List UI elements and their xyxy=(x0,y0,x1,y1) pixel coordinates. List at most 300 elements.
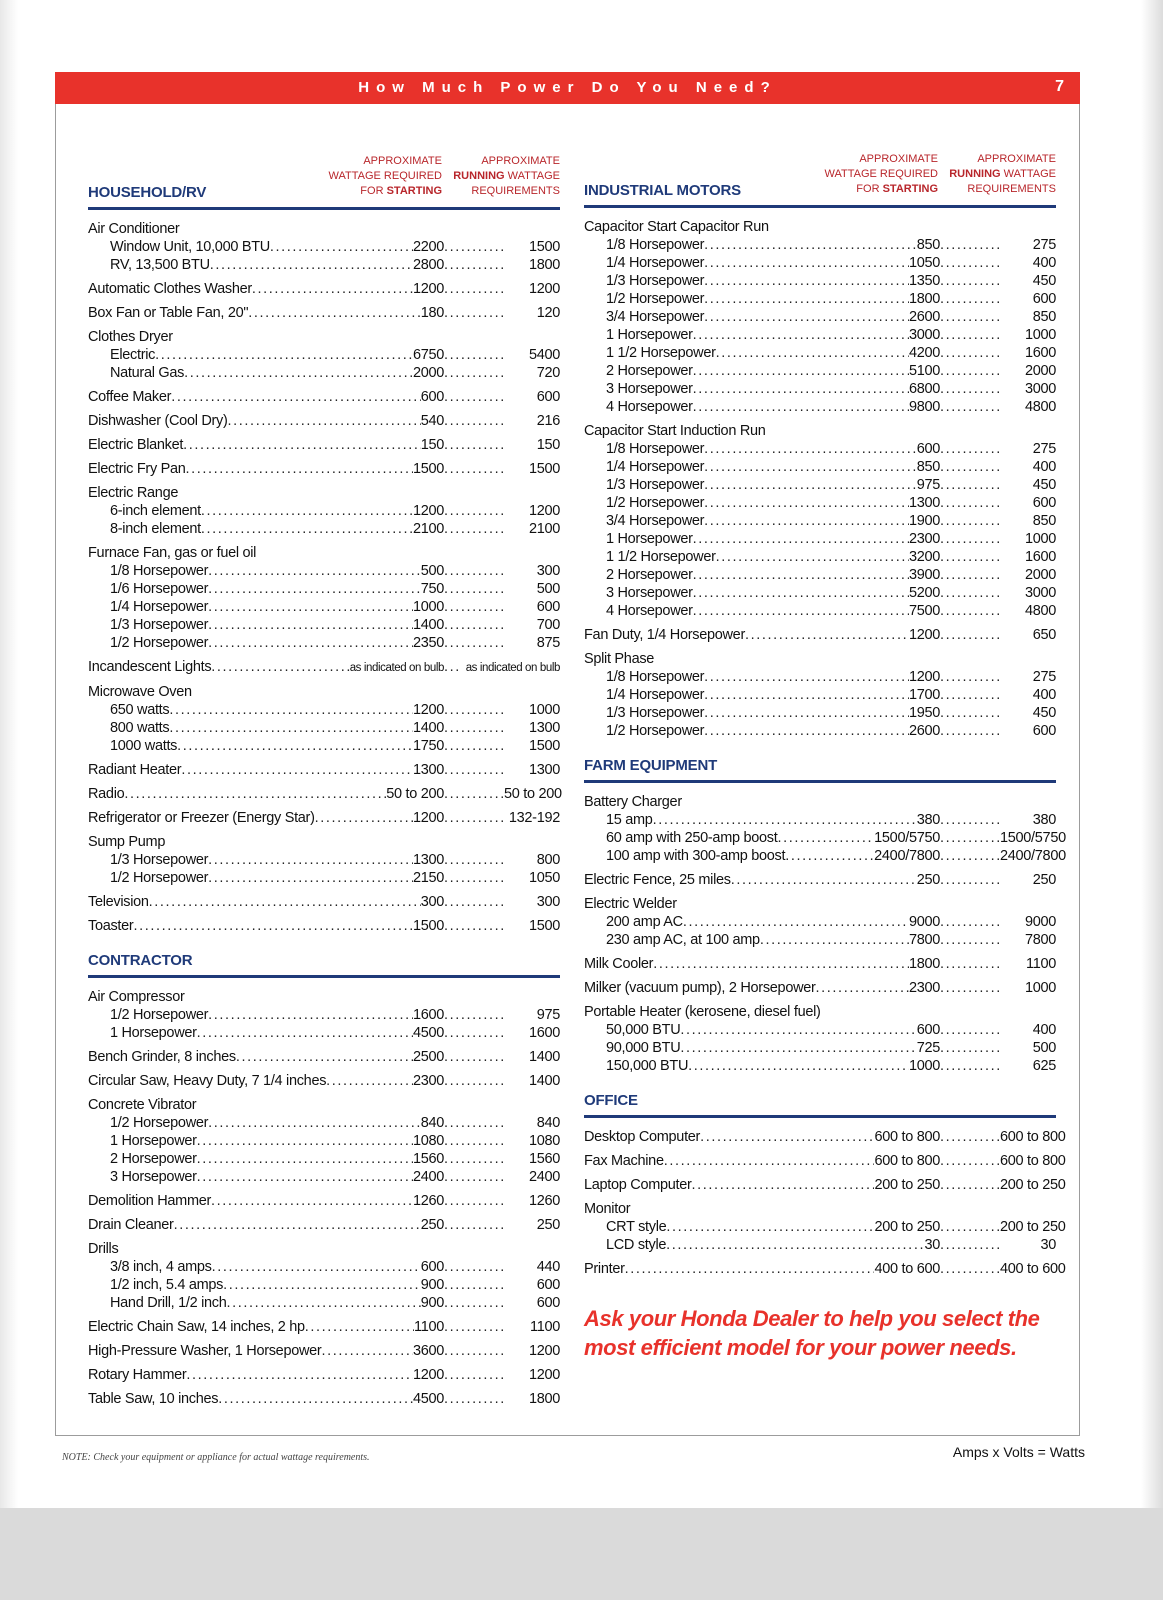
starting-watts: 1200 xyxy=(908,627,940,643)
dot-leader xyxy=(940,979,1000,997)
wattage-row xyxy=(88,580,560,598)
equipment-name: Milk Cooler xyxy=(584,956,654,972)
dot-leader xyxy=(444,785,504,803)
equipment-name: 50,000 BTU xyxy=(606,1022,681,1038)
running-watts: 250 xyxy=(536,1217,560,1233)
running-watts: 600 xyxy=(1032,291,1056,307)
dot-leader xyxy=(693,566,909,584)
starting-watts: 540 xyxy=(420,413,444,429)
equipment-name: Milker (vacuum pump), 2 Horsepower xyxy=(584,980,816,996)
starting-watts: 150 xyxy=(420,437,444,453)
starting-watts: 3200 xyxy=(908,549,940,565)
running-watts: 50 to 200 xyxy=(504,786,562,802)
running-watts: 1300 xyxy=(528,762,560,778)
equipment-item xyxy=(88,917,560,935)
starting-watts: 2350 xyxy=(412,635,444,651)
running-watts: 450 xyxy=(1032,273,1056,289)
running-watts: 4800 xyxy=(1024,603,1056,619)
dot-leader xyxy=(444,1048,504,1066)
equipment-item xyxy=(88,988,560,1042)
equipment-name: Rotary Hammer xyxy=(88,1367,187,1383)
equipment-name: 1/3 Horsepower xyxy=(110,617,209,633)
running-watts: 1000 xyxy=(1024,327,1056,343)
starting-watts: 2600 xyxy=(908,309,940,325)
equipment-name: Electric Fry Pan xyxy=(88,461,186,477)
starting-watts: as indicated on bulb xyxy=(349,662,444,674)
dot-leader xyxy=(704,476,917,494)
running-watts: 800 xyxy=(536,852,560,868)
starting-watts: 1500/5750 xyxy=(874,830,940,846)
running-watts: 1260 xyxy=(528,1193,560,1209)
dot-leader xyxy=(124,785,386,803)
equipment-name: 15 amp xyxy=(606,812,653,828)
dot-leader xyxy=(208,1114,421,1132)
equipment-group-label: Drills xyxy=(88,1241,119,1257)
equipment-name: Coffee Maker xyxy=(88,389,172,405)
starting-watts: 2100 xyxy=(412,521,444,537)
dot-leader xyxy=(785,847,874,865)
running-header-word: REQUIREMENTS xyxy=(471,185,560,197)
equipment-group-label: Capacitor Start Induction Run xyxy=(584,423,766,439)
dot-leader xyxy=(704,494,909,512)
wattage-row xyxy=(88,701,560,719)
equipment-group-label: Air Compressor xyxy=(88,989,185,1005)
section-contractor xyxy=(88,941,560,1408)
dot-leader xyxy=(197,1024,413,1042)
equipment-name: 1/2 Horsepower xyxy=(606,291,705,307)
dot-leader xyxy=(444,1276,504,1294)
dot-leader xyxy=(444,1132,504,1150)
equipment-item xyxy=(88,1318,560,1336)
wattage-row xyxy=(88,809,560,827)
dot-leader xyxy=(186,460,413,478)
starting-watts: 500 xyxy=(420,563,444,579)
starting-watts: 600 xyxy=(420,1259,444,1275)
equipment-name: Radio xyxy=(88,786,125,802)
scanner-bed xyxy=(0,1508,1163,1600)
wattage-row xyxy=(584,254,1056,272)
wattage-row xyxy=(584,548,1056,566)
dot-leader xyxy=(704,440,917,458)
dot-leader xyxy=(940,847,1000,865)
equipment-name: 1/3 Horsepower xyxy=(606,477,705,493)
equipment-name: 3 Horsepower xyxy=(110,1169,197,1185)
equipment-name: Hand Drill, 1/2 inch xyxy=(110,1295,227,1311)
dot-leader xyxy=(940,1152,1000,1170)
starting-watts: 1400 xyxy=(412,617,444,633)
equipment-name: 1/2 inch, 5.4 amps xyxy=(110,1277,224,1293)
wattage-row xyxy=(88,658,560,677)
running-watts: 1100 xyxy=(1026,956,1056,972)
dot-leader xyxy=(444,893,504,911)
equipment-group-label: Split Phase xyxy=(584,651,655,667)
equipment-item xyxy=(88,280,560,298)
equipment-name: 200 amp AC xyxy=(606,914,683,930)
dot-leader xyxy=(693,326,909,344)
dot-leader xyxy=(208,869,413,887)
equipment-item xyxy=(584,1003,1056,1075)
wattage-row xyxy=(88,598,560,616)
starting-watts: 2300 xyxy=(412,1073,444,1089)
dot-leader xyxy=(305,1318,414,1336)
dot-leader xyxy=(155,346,413,364)
equipment-item xyxy=(88,484,560,538)
running-header-emphasis: RUNNING xyxy=(949,168,1001,180)
wattage-row xyxy=(584,458,1056,476)
dot-leader xyxy=(940,1176,1000,1194)
running-wattage-header xyxy=(442,154,560,199)
dot-leader xyxy=(704,722,909,740)
dot-leader xyxy=(940,398,1000,416)
equipment-name: Fax Machine xyxy=(584,1153,664,1169)
starting-watts: 2500 xyxy=(412,1049,444,1065)
wattage-row xyxy=(584,686,1056,704)
wattage-row xyxy=(88,761,560,779)
dot-leader xyxy=(444,809,504,827)
dot-leader xyxy=(444,719,504,737)
equipment-name: High-Pressure Washer, 1 Horsepower xyxy=(88,1343,322,1359)
dot-leader xyxy=(444,634,504,652)
dot-leader xyxy=(693,380,909,398)
dot-leader xyxy=(444,1294,504,1312)
running-watts: 600 to 800 xyxy=(1000,1153,1066,1169)
running-watts: 600 to 800 xyxy=(1000,1129,1066,1145)
running-watts: 600 xyxy=(536,599,560,615)
dot-leader xyxy=(181,761,413,779)
dealer-callout: Ask your Honda Dealer to help you select the most efficient model for your power needs. xyxy=(584,1306,1040,1360)
dot-leader xyxy=(197,1132,413,1150)
starting-watts: 900 xyxy=(420,1277,444,1293)
running-watts: 1800 xyxy=(528,1391,560,1407)
dot-leader xyxy=(940,626,1000,644)
dot-leader xyxy=(940,440,1000,458)
starting-watts: 1000 xyxy=(908,1058,940,1074)
dot-leader xyxy=(444,616,504,634)
running-watts: 625 xyxy=(1032,1058,1056,1074)
running-watts: 1600 xyxy=(528,1025,560,1041)
running-watts: 1080 xyxy=(528,1133,560,1149)
equipment-item xyxy=(88,220,560,274)
dot-leader xyxy=(248,304,421,322)
dot-leader xyxy=(940,290,1000,308)
running-watts: 600 xyxy=(536,1277,560,1293)
starting-watts: 1000 xyxy=(412,599,444,615)
starting-header-word: FOR xyxy=(856,183,880,195)
dot-leader xyxy=(197,1150,413,1168)
dot-leader xyxy=(940,686,1000,704)
equipment-item xyxy=(88,544,560,652)
dot-leader xyxy=(940,476,1000,494)
footer-note: NOTE: Check your equipment or appliance for actual wattage requirements. xyxy=(62,1452,370,1463)
wattage-row xyxy=(88,436,560,454)
dot-leader xyxy=(444,1024,504,1042)
dot-leader xyxy=(666,1236,924,1254)
running-wattage-header xyxy=(938,152,1056,197)
wattage-row xyxy=(88,1276,560,1294)
running-watts: 1000 xyxy=(1024,980,1056,996)
dot-leader xyxy=(625,1260,875,1278)
equipment-name: LCD style xyxy=(606,1237,667,1253)
equipment-name: Printer xyxy=(584,1261,625,1277)
wattage-row xyxy=(88,719,560,737)
wattage-row xyxy=(88,562,560,580)
equipment-name: Electric xyxy=(110,347,156,363)
starting-watts: 2800 xyxy=(412,257,444,273)
dot-leader xyxy=(177,737,413,755)
equipment-item xyxy=(88,304,560,322)
running-watts: 720 xyxy=(536,365,560,381)
running-watts: 1500/5750 xyxy=(1000,830,1066,846)
starting-watts: 4500 xyxy=(412,1391,444,1407)
starting-watts: 975 xyxy=(916,477,940,493)
wattage-row xyxy=(88,1072,560,1090)
equipment-item xyxy=(584,979,1056,997)
wattage-row xyxy=(584,955,1056,973)
equipment-name: Laptop Computer xyxy=(584,1177,692,1193)
equipment-name: 1/6 Horsepower xyxy=(110,581,209,597)
dot-leader xyxy=(444,460,504,478)
running-header-word: REQUIREMENTS xyxy=(967,183,1056,195)
starting-watts: 1800 xyxy=(908,956,940,972)
wattage-row xyxy=(584,668,1056,686)
running-watts: 400 xyxy=(1032,1022,1056,1038)
starting-header-line xyxy=(324,184,442,199)
wattage-row xyxy=(88,238,560,256)
equipment-name: Circular Saw, Heavy Duty, 7 1/4 inches xyxy=(88,1073,327,1089)
equipment-item xyxy=(88,328,560,382)
starting-watts: 600 to 800 xyxy=(874,1153,940,1169)
equipment-name: Automatic Clothes Washer xyxy=(88,281,252,297)
starting-watts: 2000 xyxy=(412,365,444,381)
dot-leader xyxy=(444,520,504,538)
dot-leader xyxy=(704,254,909,272)
dot-leader xyxy=(664,1152,875,1170)
dot-leader xyxy=(444,280,504,298)
running-watts: 380 xyxy=(1032,812,1056,828)
running-header-line xyxy=(938,182,1056,197)
equipment-name: 1/4 Horsepower xyxy=(110,599,209,615)
running-header-emphasis: RUNNING xyxy=(453,170,505,182)
running-watts: 2100 xyxy=(528,521,560,537)
running-watts: 600 xyxy=(1032,495,1056,511)
wattage-row xyxy=(584,871,1056,889)
dot-leader xyxy=(315,809,413,827)
dot-leader xyxy=(940,272,1000,290)
running-watts: 600 xyxy=(1032,723,1056,739)
left-column xyxy=(88,151,560,1414)
dot-leader xyxy=(444,1168,504,1186)
running-watts: 600 xyxy=(536,1295,560,1311)
running-watts: 400 xyxy=(1032,459,1056,475)
dot-leader xyxy=(211,658,349,676)
dot-leader xyxy=(731,871,917,889)
wattage-row xyxy=(584,722,1056,740)
dot-leader xyxy=(171,388,421,406)
starting-watts: 1600 xyxy=(412,1007,444,1023)
dot-leader xyxy=(680,1039,916,1057)
running-watts: 1400 xyxy=(528,1049,560,1065)
page-shadow-left xyxy=(0,0,18,1508)
running-watts: 300 xyxy=(536,563,560,579)
wattage-row xyxy=(584,1176,1066,1194)
equipment-name: 1/3 Horsepower xyxy=(606,705,705,721)
running-watts: 30 xyxy=(1040,1237,1056,1253)
starting-header-emphasis: STARTING xyxy=(882,183,938,195)
equipment-group-label: Clothes Dryer xyxy=(88,329,173,345)
dot-leader xyxy=(444,304,504,322)
starting-watts: 600 xyxy=(420,389,444,405)
equipment-name: Electric Chain Saw, 14 inches, 2 hp xyxy=(88,1319,305,1335)
dot-leader xyxy=(444,1072,504,1090)
wattage-row xyxy=(88,1048,560,1066)
dot-leader xyxy=(444,1216,504,1234)
equipment-name: Incandescent Lights xyxy=(88,659,212,675)
equipment-item xyxy=(88,683,560,755)
section-header xyxy=(584,149,1056,208)
dot-leader xyxy=(186,1366,413,1384)
starting-watts: 900 xyxy=(420,1295,444,1311)
wattage-row xyxy=(584,811,1056,829)
dot-leader xyxy=(444,256,504,274)
section-household xyxy=(88,151,560,935)
dot-leader xyxy=(444,869,504,887)
dot-leader xyxy=(210,256,413,274)
starting-watts: 1260 xyxy=(412,1193,444,1209)
dot-leader xyxy=(940,494,1000,512)
equipment-group-label: Air Conditioner xyxy=(88,221,180,237)
starting-watts: 5100 xyxy=(908,363,940,379)
section-title: FARM EQUIPMENT xyxy=(584,757,718,774)
section-title: CONTRACTOR xyxy=(88,952,193,969)
wattage-row xyxy=(584,913,1056,931)
dot-leader xyxy=(940,1039,1000,1057)
dot-leader xyxy=(816,979,909,997)
dot-leader xyxy=(444,1258,504,1276)
starting-watts: 3600 xyxy=(412,1343,444,1359)
dot-leader xyxy=(174,1216,421,1234)
equipment-name: Natural Gas xyxy=(110,365,185,381)
equipment-name: Toaster xyxy=(88,918,134,934)
equipment-name: Fan Duty, 1/4 Horsepower xyxy=(584,627,745,643)
dot-leader xyxy=(444,1366,504,1384)
dot-leader xyxy=(940,236,1000,254)
dot-leader xyxy=(940,548,1000,566)
wattage-row xyxy=(584,602,1056,620)
running-watts: 400 xyxy=(1032,255,1056,271)
wattage-row xyxy=(584,476,1056,494)
equipment-group-label: Concrete Vibrator xyxy=(88,1097,197,1113)
equipment-item xyxy=(584,871,1056,889)
starting-watts: 2400/7800 xyxy=(874,848,940,864)
equipment-group-label: Furnace Fan, gas or fuel oil xyxy=(88,545,257,561)
section-industrial xyxy=(584,149,1056,740)
dot-leader xyxy=(940,1218,1000,1236)
dot-leader xyxy=(252,280,413,298)
starting-watts: 1750 xyxy=(412,738,444,754)
starting-header-line xyxy=(820,167,938,182)
wattage-row xyxy=(88,893,560,911)
equipment-name: Demolition Hammer xyxy=(88,1193,212,1209)
equipment-name: Dishwasher (Cool Dry) xyxy=(88,413,228,429)
dot-leader xyxy=(208,616,413,634)
equipment-name: 230 amp AC, at 100 amp xyxy=(606,932,760,948)
running-watts: 1500 xyxy=(528,918,560,934)
dot-leader xyxy=(223,1276,421,1294)
equipment-item xyxy=(584,1200,1066,1254)
wattage-row xyxy=(88,1258,560,1276)
wattage-row xyxy=(88,869,560,887)
wattage-row xyxy=(584,512,1056,530)
starting-watts: 6800 xyxy=(908,381,940,397)
equipment-name: 3/4 Horsepower xyxy=(606,513,705,529)
dot-leader xyxy=(184,364,413,382)
dot-leader xyxy=(326,1072,413,1090)
page-shadow-right xyxy=(1141,0,1163,1508)
section-header xyxy=(584,746,1056,783)
equipment-item xyxy=(88,1390,560,1408)
equipment-item xyxy=(88,809,560,827)
wattage-row xyxy=(584,362,1056,380)
wattage-row xyxy=(88,1318,560,1336)
running-header-line: APPROXIMATE xyxy=(481,155,560,167)
section-office xyxy=(584,1081,1066,1278)
dot-leader xyxy=(760,931,909,949)
running-watts: 200 to 250 xyxy=(1000,1219,1066,1235)
equipment-name: Table Saw, 10 inches xyxy=(88,1391,219,1407)
starting-watts: 3000 xyxy=(908,327,940,343)
running-header-word: WATTAGE xyxy=(507,170,560,182)
equipment-group-label: Battery Charger xyxy=(584,794,682,810)
equipment-name: 1/8 Horsepower xyxy=(606,441,705,457)
starting-watts: 1100 xyxy=(414,1319,444,1335)
equipment-name: 3 Horsepower xyxy=(606,585,693,601)
dot-leader xyxy=(940,722,1000,740)
dot-leader xyxy=(940,602,1000,620)
starting-watts: 1950 xyxy=(908,705,940,721)
starting-watts: 4500 xyxy=(412,1025,444,1041)
running-watts: 1500 xyxy=(528,239,560,255)
equipment-group-label: Capacitor Start Capacitor Run xyxy=(584,219,769,235)
equipment-item xyxy=(584,218,1056,416)
dot-leader xyxy=(666,1218,874,1236)
equipment-item xyxy=(88,1216,560,1234)
dot-leader xyxy=(704,668,909,686)
dot-leader xyxy=(940,566,1000,584)
dot-leader xyxy=(228,412,421,430)
equipment-name: Radiant Heater xyxy=(88,762,182,778)
equipment-group-label: Sump Pump xyxy=(88,834,166,850)
running-watts: 2400/7800 xyxy=(1000,848,1066,864)
equipment-name: 8-inch element xyxy=(110,521,201,537)
dot-leader xyxy=(208,562,421,580)
dot-leader xyxy=(218,1390,413,1408)
dot-leader xyxy=(683,913,909,931)
running-watts: 216 xyxy=(536,413,560,429)
equipment-name: 150,000 BTU xyxy=(606,1058,689,1074)
wattage-row xyxy=(88,1114,560,1132)
wattage-row xyxy=(88,1192,560,1210)
wattage-row xyxy=(584,1236,1056,1254)
wattage-row xyxy=(584,626,1056,644)
running-watts: 440 xyxy=(536,1259,560,1275)
equipment-name: 1/8 Horsepower xyxy=(606,669,705,685)
equipment-item xyxy=(88,833,560,887)
running-watts: 2400 xyxy=(528,1169,560,1185)
equipment-item xyxy=(88,1240,560,1312)
starting-watts: 380 xyxy=(916,812,940,828)
dot-leader xyxy=(940,380,1000,398)
running-watts: 1100 xyxy=(530,1319,560,1335)
